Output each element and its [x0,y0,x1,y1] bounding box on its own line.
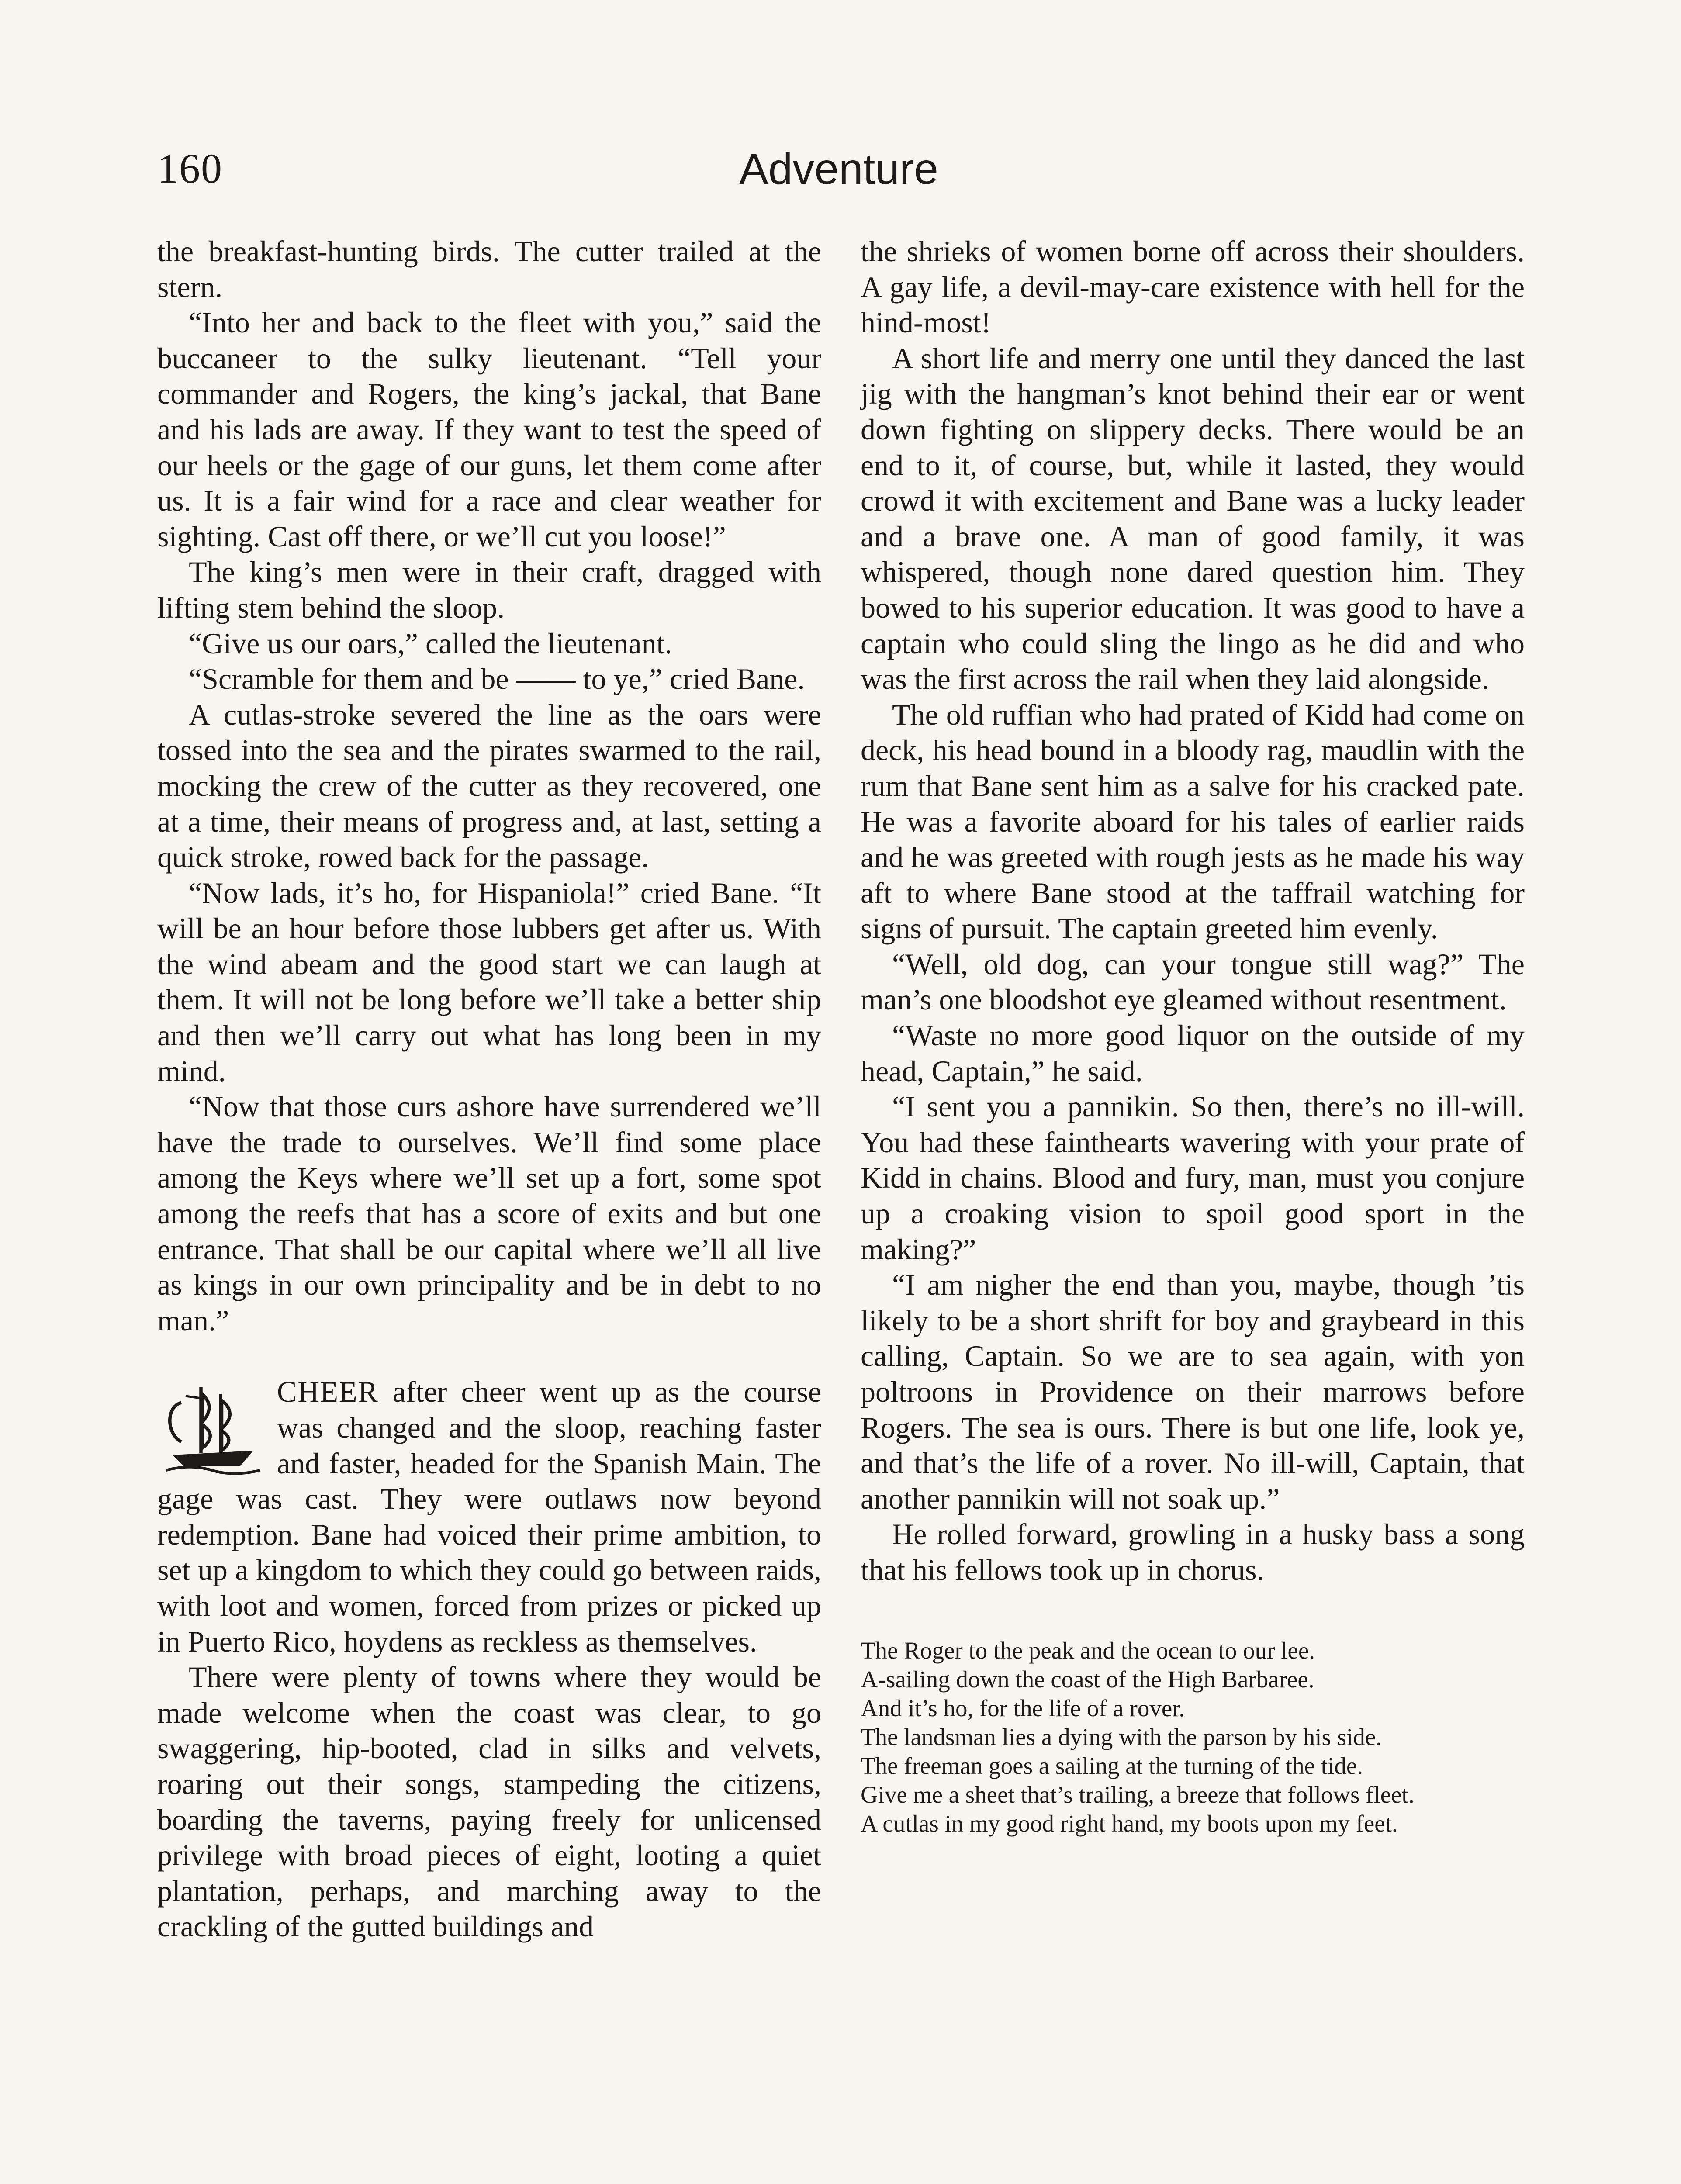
paragraph: the breakfast-hunting birds. The cutter trailed at the stern. [157,235,821,304]
song-verse [861,1636,1525,1838]
paragraph: The old ruffian who had prated of Kidd had come on deck, his head bound in a bloody rag, maudlin with the rum that Bane sent him as a salve for his cracked pate. He was a favorite aboard for his tales of earlier raids and he was greeted with rough jests as he made his way aft to where Bane stood at the taffrail watching for signs of pursuit. The captain greeted him evenly. [861,698,1525,945]
section-paragraph-text: after cheer went up as the course was changed and the sloop, reaching faster and faster, headed for the Spanish Main. The gage was cast. They were outlaws now beyond redemption. Bane had voiced their prime ambition, to set up a kingdom to which they could go between raids, with loot and women, forced from prizes or picked up in Puerto Rico, hoydens as reckless as themselves. [157,1375,821,1658]
paragraph: “Give us our oars,” called the lieutenant. [189,626,672,660]
paragraph: “Waste no more good liquor on the outside of my head, Captain,” he said. [861,1019,1525,1088]
paragraph: A short life and merry one until they danced the last jig with the hangman’s knot behind their ear or went down fighting on slippery decks. There would be an end to it, of course, but, while it lasted, they would crowd it with excitement and Bane was a lucky leader and a brave one. A man of good family, it was whispered, though none dared question him. They bowed to his superior education. It was good to have a captain who could sling the lingo as he did and who was the first across the rail when they laid alongside. [861,341,1525,696]
paragraph: the shrieks of women borne off across their shoulders. A gay life, a devil-may-care existence with hell for the hind-most! [861,235,1525,339]
verse-line: A cutlas in my good right hand, my boots upon my feet. [861,1810,1398,1837]
page-number: 160 [157,145,223,192]
verse-line: The freeman goes a sailing at the turning of the tide. [861,1752,1363,1779]
right-column [861,234,1525,1838]
paragraph: “Scramble for them and be —— to ye,” cried Bane. [189,662,805,696]
paragraph: “I am nigher the end than you, maybe, though ’tis likely to be a short shrift for boy and graybeard in this calling, Captain. So we are to sea again, with yon poltroons in Providence on their marrows before Rogers. The sea is ours. There is but one life, look ye, and that’s the life of a rover. No ill-will, Captain, that another pannikin will not soak up.” [861,1268,1525,1515]
paragraph: A cutlas-stroke severed the line as the oars were tossed into the sea and the pirates swarmed to the rail, mocking the crew of the cutter as they recovered, one at a time, their means of progress and, at last, setting a quick stroke, rowed back for the passage. [157,698,821,874]
section-lead-word: CHEER [277,1375,379,1409]
verse-line: The Roger to the peak and the ocean to our lee. [861,1637,1315,1664]
verse-line: And it’s ho, for the life of a rover. [861,1694,1185,1721]
section-opening-paragraph [157,1374,821,1659]
page-header [157,144,1520,201]
paragraph: “Into her and back to the fleet with you,” said the buccaneer to the sulky lieutenant. “Tell your commander and Rogers, the king’s jackal, that Bane and his lads are away. If they want to test the speed of our heels or the gage of our guns, let them come after us. It is a fair wind for a race and clear weather for sighting. Cast off there, or we’ll cut you loose!” [157,306,821,553]
verse-line: The landsman lies a dying with the parson by his side. [861,1723,1382,1750]
sailing-ship-icon [157,1370,266,1479]
paragraph: He rolled forward, growling in a husky bass a song that his fellows took up in chorus. [861,1517,1525,1586]
paragraph: “Well, old dog, can your tongue still wag?” The man’s one bloodshot eye gleamed without resentment. [861,947,1525,1016]
verse-line: A-sailing down the coast of the High Barbaree. [861,1666,1314,1693]
paragraph: “I sent you a pannikin. So then, there’s no ill-will. You had these fainthearts wavering with your prate of Kidd in chains. Blood and fury, man, must you conjure up a croaking vision to spoil good sport in the making?” [861,1090,1525,1266]
running-title: Adventure [739,145,938,194]
paragraph: “Now that those curs ashore have surrendered we’ll have the trade to ourselves. We’ll find some place among the Keys where we’ll set up a fort, some spot among the reefs that has a score of exits and but one entrance. That shall be our capital where we’ll all live as kings in our own principality and be in debt to no man.” [157,1090,821,1337]
paragraph: There were plenty of towns where they would be made welcome when the coast was clear, to go swaggering, hip-booted, clad in silks and velvets, roaring out their songs, stampeding the citizens, boarding the taverns, paying freely for unlicensed privilege with broad pieces of eight, looting a quiet plantation, perhaps, and marching away to the crackling of the gutted buildings and [157,1660,821,1943]
paragraph: “Now lads, it’s ho, for Hispaniola!” cried Bane. “It will be an hour before those lubbers get after us. With the wind abeam and the good start we can laugh at them. It will not be long before we’ll take a better ship and then we’ll carry out what has long been in my mind. [157,876,821,1088]
verse-line: Give me a sheet that’s trailing, a breeze that follows fleet. [861,1781,1415,1808]
paragraph: The king’s men were in their craft, dragged with lifting stem behind the sloop. [157,555,821,624]
left-column [157,234,821,1945]
